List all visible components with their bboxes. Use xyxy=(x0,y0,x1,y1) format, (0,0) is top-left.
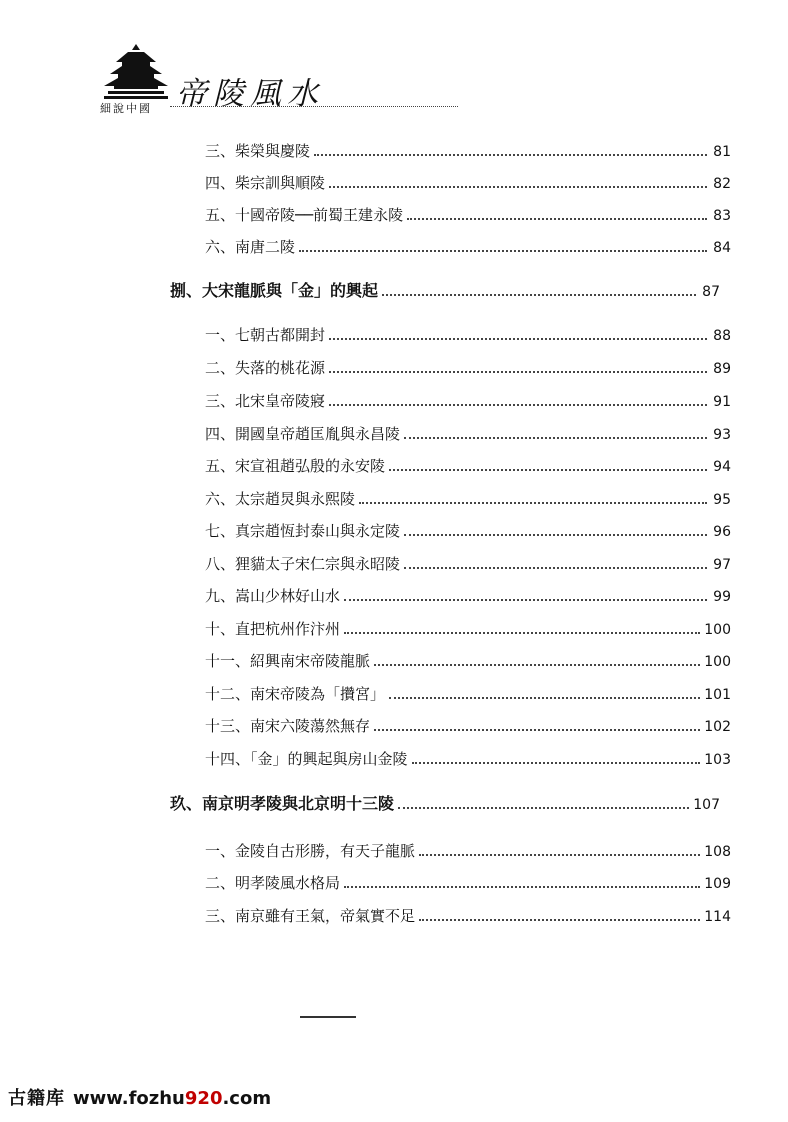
toc-entry-page: 100 xyxy=(704,654,731,670)
book-title: 帝陵風水 xyxy=(176,76,324,112)
toc-entry-title: 三、北宋皇帝陵寢 xyxy=(205,392,326,410)
scan-mark xyxy=(300,1016,356,1018)
toc-entry-title: 七、真宗趙恆封泰山與永定陵 xyxy=(205,522,401,540)
dot-leader xyxy=(404,567,707,569)
toc-entry-title: 十一、紹興南宋帝陵龍脈 xyxy=(205,652,371,670)
toc-entry[interactable] xyxy=(205,870,731,896)
toc-entry[interactable] xyxy=(205,903,731,929)
pagoda-logo-icon xyxy=(104,42,168,100)
toc-entry-page: 88 xyxy=(713,328,731,344)
toc-entry-title: 五、宋宣祖趙弘殷的永安陵 xyxy=(205,457,386,475)
page-header xyxy=(100,40,470,120)
dot-leader xyxy=(389,469,707,471)
toc-entry-title: 五、十國帝陵──前蜀王建永陵 xyxy=(205,206,404,224)
toc-chapter-page: 87 xyxy=(702,284,720,300)
dot-leader xyxy=(382,294,696,296)
dot-leader xyxy=(344,632,700,634)
toc-entry-title: 六、南唐二陵 xyxy=(205,238,296,256)
toc-entry[interactable] xyxy=(205,170,731,196)
toc-entry[interactable] xyxy=(205,648,731,674)
dot-leader xyxy=(404,437,707,439)
toc-entry-page: 95 xyxy=(713,492,731,508)
toc-entry-title: 四、柴宗訓與順陵 xyxy=(205,174,326,192)
toc-entry-page: 91 xyxy=(713,394,731,410)
dot-leader xyxy=(329,186,707,188)
dot-leader xyxy=(404,534,707,536)
toc-entry[interactable] xyxy=(205,713,731,739)
toc-entry-title: 十三、南宋六陵蕩然無存 xyxy=(205,717,371,735)
toc-chapter[interactable] xyxy=(170,791,720,817)
toc-entry-title: 一、七朝古都開封 xyxy=(205,326,326,344)
watermark-url-suffix: .com xyxy=(222,1088,272,1109)
toc-entry-title: 十四、「金」的興起與房山金陵 xyxy=(205,750,408,768)
dot-leader xyxy=(329,404,707,406)
toc-chapter[interactable] xyxy=(170,278,720,304)
toc-entry-page: 84 xyxy=(713,240,731,256)
watermark xyxy=(8,1084,271,1110)
toc-entry-page: 99 xyxy=(713,589,731,605)
header-rule xyxy=(170,106,458,107)
toc-entry-title: 三、柴榮與慶陵 xyxy=(205,142,311,160)
toc-entry-page: 96 xyxy=(713,524,731,540)
toc-entry-title: 三、南京雖有王氣，帝氣實不足 xyxy=(205,907,416,925)
watermark-site-name: 古籍库 xyxy=(8,1088,65,1109)
watermark-url-number: 920 xyxy=(184,1088,223,1109)
toc-entry-page: 108 xyxy=(704,844,731,860)
toc-entry[interactable] xyxy=(205,355,731,381)
dot-leader xyxy=(419,854,700,856)
dot-leader xyxy=(329,338,707,340)
toc-entry[interactable] xyxy=(205,616,731,642)
dot-leader xyxy=(299,250,707,252)
toc-entry-page: 81 xyxy=(713,144,731,160)
toc-entry-page: 109 xyxy=(704,876,731,892)
toc-entry[interactable] xyxy=(205,421,731,447)
toc-entry-title: 一、金陵自古形勝，有天子龍脈 xyxy=(205,842,416,860)
toc-entry-page: 102 xyxy=(704,719,731,735)
toc-entry[interactable] xyxy=(205,583,731,609)
toc-entry[interactable] xyxy=(205,746,731,772)
toc-entry[interactable] xyxy=(205,138,731,164)
toc-entry-title: 八、狸貓太子宋仁宗與永昭陵 xyxy=(205,555,401,573)
dot-leader xyxy=(344,886,700,888)
toc-entry-title: 六、太宗趙炅與永熙陵 xyxy=(205,490,356,508)
toc-entry-page: 103 xyxy=(704,752,731,768)
toc-entry-title: 九、嵩山少林好山水 xyxy=(205,587,341,605)
toc-entry-page: 94 xyxy=(713,459,731,475)
toc-entry[interactable] xyxy=(205,838,731,864)
toc-entry-title: 十、直把杭州作汴州 xyxy=(205,620,341,638)
toc-entry-page: 114 xyxy=(704,909,731,925)
toc-chapter-title: 玖、南京明孝陵與北京明十三陵 xyxy=(170,794,395,813)
toc-entry-page: 89 xyxy=(713,361,731,377)
dot-leader xyxy=(389,697,700,699)
toc-entry[interactable] xyxy=(205,518,731,544)
toc-entry-page: 82 xyxy=(713,176,731,192)
toc-entry[interactable] xyxy=(205,322,731,348)
toc-entry[interactable] xyxy=(205,234,731,260)
toc-entry[interactable] xyxy=(205,453,731,479)
dot-leader xyxy=(412,762,701,764)
dot-leader xyxy=(398,807,689,809)
dot-leader xyxy=(374,729,700,731)
watermark-url-prefix: www.fozhu xyxy=(73,1088,185,1109)
toc-entry[interactable] xyxy=(205,681,731,707)
toc-entry[interactable] xyxy=(205,486,731,512)
toc-entry-title: 四、開國皇帝趙匡胤與永昌陵 xyxy=(205,425,401,443)
dot-leader xyxy=(329,371,707,373)
toc-entry[interactable] xyxy=(205,202,731,228)
dot-leader xyxy=(374,664,700,666)
toc-entry[interactable] xyxy=(205,388,731,414)
toc-entry-title: 二、失落的桃花源 xyxy=(205,359,326,377)
toc-entry[interactable] xyxy=(205,551,731,577)
dot-leader xyxy=(314,154,707,156)
dot-leader xyxy=(419,919,700,921)
dot-leader xyxy=(344,599,707,601)
toc-chapter-page: 107 xyxy=(693,797,720,813)
dot-leader xyxy=(359,502,707,504)
dot-leader xyxy=(407,218,707,220)
toc-entry-title: 十二、南宋帝陵為「攢宮」 xyxy=(205,685,386,703)
toc-entry-page: 100 xyxy=(704,622,731,638)
logo-caption: 細說中國 xyxy=(100,102,152,115)
toc-entry-page: 93 xyxy=(713,427,731,443)
toc-entry-page: 97 xyxy=(713,557,731,573)
toc-chapter-title: 捌、大宋龍脈與「金」的興起 xyxy=(170,281,379,300)
toc-entry-page: 83 xyxy=(713,208,731,224)
toc-entry-title: 二、明孝陵風水格局 xyxy=(205,874,341,892)
toc-entry-page: 101 xyxy=(704,687,731,703)
